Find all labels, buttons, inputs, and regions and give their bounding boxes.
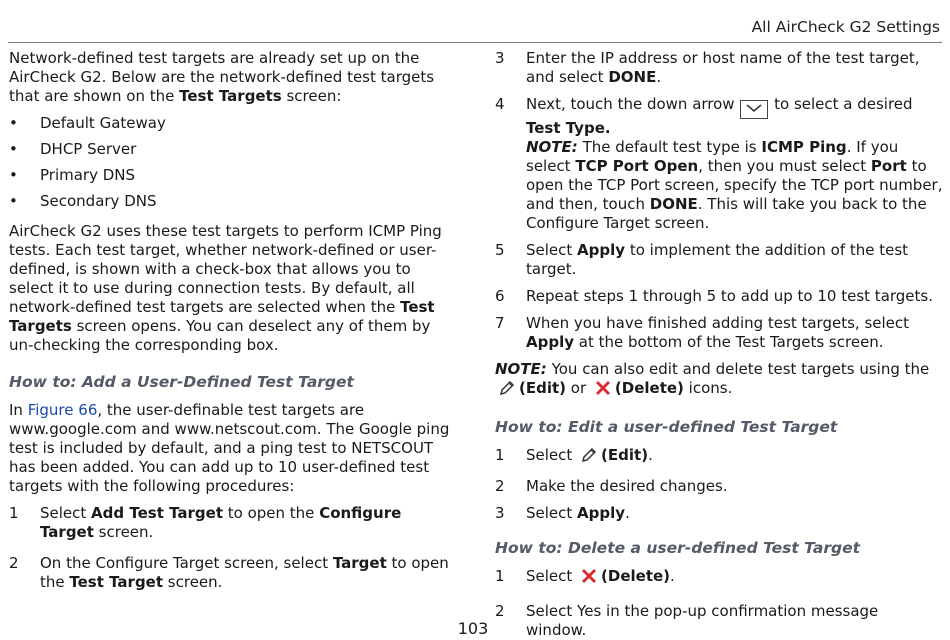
right-column <box>495 49 943 640</box>
test-targets-paragraph: AirCheck G2 uses these test targets to perform ICMP Ping tests. Each test target, whether network-defined or user-defined, is shown with a check-box that allows you to select it to use during connection tests. By default, all network-defined test targets are selected when the Test Targets screen opens. You can deselect any of them by un-checking the corresponding box. <box>9 222 442 354</box>
list-item: • DHCP Server <box>9 140 137 158</box>
add-step-4: 4 Next, touch the down arrow to select a desired Test Type. NOTE: The default test type is ICMP Ping. If you select TCP Port Open, then you must select Port to open the TCP Port screen, specify the TCP port number, and then, touch DONE. This will take you back to the Configure Target screen. <box>495 95 943 232</box>
add-step-1: 1 Select Add Test Target to open the Configure Target screen. <box>9 504 402 541</box>
add-step-3: 3 Enter the IP address or host name of the test target, and select DONE. <box>495 49 920 86</box>
heading-delete-target: How to: Delete a user-defined Test Target <box>495 539 861 557</box>
left-column <box>9 49 454 592</box>
list-item: • Default Gateway <box>9 114 166 132</box>
pencil-icon <box>498 379 516 402</box>
add-step-7: 7 When you have finished adding test targets, select Apply at the bottom of the Test Targets screen. <box>495 314 910 351</box>
edit-step-1: 1 Select (Edit). <box>495 446 943 469</box>
delete-step-1: 1 Select (Delete). <box>495 567 943 590</box>
list-item: • Primary DNS <box>9 166 136 184</box>
add-step-6: 6 Repeat steps 1 through 5 to add up to 10 test targets. <box>495 287 933 305</box>
page-number: 103 <box>457 619 489 638</box>
edit-step-3: 3 Select Apply. <box>495 504 630 522</box>
edit-delete-note: NOTE: You can also edit and delete test targets using the (Edit) or (Delete) icons. <box>495 360 943 402</box>
figure-66-link[interactable]: Figure 66 <box>27 401 98 419</box>
header-rule <box>8 42 942 43</box>
add-step-2: 2 On the Configure Target screen, select Target to open the Test Target screen. <box>9 554 449 591</box>
delete-step-2: 2 Select Yes in the pop-up confirmation message window. <box>495 602 879 639</box>
add-target-paragraph: In Figure 66, the user-definable test targets are www.google.com and www.netscout.com. The Google ping test is included by default, and a ping test to NETSCOUT has been added. You can add up to 10 user-defined test targets with the following procedures: <box>9 401 450 495</box>
heading-edit-target: How to: Edit a user-defined Test Target <box>495 418 838 436</box>
red-x-icon <box>594 379 612 402</box>
target-bullet-list <box>9 114 454 218</box>
edit-step-2: 2 Make the desired changes. <box>495 477 728 495</box>
red-x-icon <box>580 567 598 590</box>
chevron-down-icon <box>740 100 768 119</box>
heading-add-target: How to: Add a User-Defined Test Target <box>9 373 354 391</box>
page-header-title: All AirCheck G2 Settings <box>751 18 940 36</box>
pencil-icon <box>580 446 598 469</box>
add-step-5: 5 Select Apply to implement the addition of the test target. <box>495 241 909 278</box>
intro-paragraph: Network-defined test targets are already set up on the AirCheck G2. Below are the network-defined test targets that are shown on the Test Targets screen: <box>9 49 435 105</box>
list-item: • Secondary DNS <box>9 192 157 210</box>
